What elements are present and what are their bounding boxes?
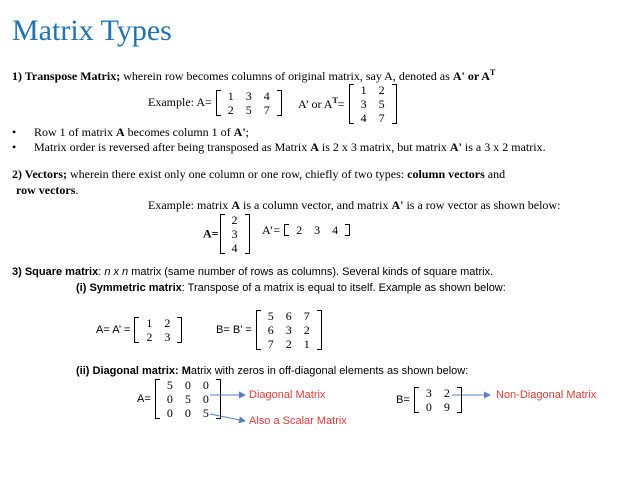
bullet-2-a: A (310, 140, 319, 154)
matrix-cell: 4 (360, 111, 367, 125)
vectors-example-a: A (231, 198, 240, 212)
vectors-example-pre: Example: matrix (148, 198, 232, 212)
transpose-heading-bold: 1) Transpose Matrix; (12, 69, 121, 83)
matrix-cell: 1 (227, 89, 234, 104)
matrix-cell: 3 (314, 223, 321, 238)
matrix-cell: 2 (231, 213, 238, 227)
square-heading-bold: 3) Square matrix (12, 266, 99, 278)
matrix-cell: 2 (285, 337, 292, 351)
matrix-cell: 7 (263, 103, 270, 118)
matrix-cell: 5 (184, 392, 191, 406)
matrix-cell: 3 (231, 227, 238, 241)
matrix-cell: 5 (267, 309, 274, 323)
matrix-cell: 6 (267, 323, 274, 337)
row-vectors-term: row vectors (16, 183, 76, 197)
diagonal-b-label: B= (396, 394, 410, 406)
matrix-cell: 4 (263, 89, 270, 104)
matrix-cell: 3 (360, 97, 367, 111)
diagonal-heading-bold: (ii) Diagonal matrix: M (76, 365, 191, 377)
matrix-cell: 2 (227, 103, 234, 118)
symmetric-b-label: B= B’ = (216, 324, 252, 336)
vectors-example-ap: A' (391, 198, 404, 212)
bullet-2-text: Matrix order is reversed after being transposed as Matrix (34, 140, 311, 154)
vectors-and: and (484, 167, 506, 181)
matrix-cell: 5 (378, 97, 385, 111)
matrix-cell: 1 (146, 316, 153, 330)
row-vector-label: A’= (262, 222, 284, 237)
arrow-scalar (210, 414, 245, 421)
matrix-cell: 2 (443, 386, 450, 400)
vectors-example-mid: is a column vector, and matrix (239, 198, 392, 212)
square-heading-italic: n x n (104, 266, 129, 278)
matrix-cell: 7 (267, 337, 274, 351)
matrix-cell: 5 (202, 406, 209, 420)
page-title: Matrix Types (12, 14, 172, 47)
square-heading-colon: : (98, 266, 105, 278)
bullet-1-a: A (116, 125, 125, 139)
matrix-cell: 5 (166, 378, 173, 392)
bullet-dot: • (12, 140, 17, 154)
diagonal-heading-text: atrix with zeros in off-diagonal elements as shown below: (190, 365, 469, 377)
symmetric-heading-text: : Transpose of a matrix is equal to itself. Example as shown below: (181, 282, 506, 294)
matrix-cell: 0 (184, 406, 191, 420)
matrix-cell: 0 (184, 378, 191, 392)
matrix-cell: 3 (164, 330, 171, 344)
column-vector-label: A= (203, 226, 219, 241)
symmetric-heading-bold: (i) Symmetric matrix (76, 282, 182, 294)
vectors-example-end: is a row vector as shown below: (403, 198, 561, 212)
matrix-cell: 2 (303, 323, 310, 337)
matrix-cell: 4 (231, 241, 238, 255)
matrix-cell: 7 (378, 111, 385, 125)
scalar-note: Also a Scalar Matrix (249, 415, 347, 427)
non-diagonal-matrix-b (413, 385, 463, 415)
bullet-2-mid: is 2 x 3 matrix, but matrix (318, 140, 450, 154)
bullet-1-end: ; (245, 125, 249, 139)
at-label-sup: T (332, 96, 338, 105)
matrix-cell: 3 (425, 386, 432, 400)
matrix-cell: 2 (378, 83, 385, 97)
diagonal-example-b (396, 385, 463, 415)
matrix-cell: 2 (296, 223, 303, 238)
matrix-cell: 0 (425, 400, 432, 414)
transpose-example-label: Example: A= (148, 95, 212, 109)
non-diagonal-note: Non-Diagonal Matrix (496, 389, 597, 401)
bullet-1-ap: A' (233, 125, 246, 139)
column-vectors-term: column vectors (407, 167, 485, 181)
diagonal-note: Diagonal Matrix (249, 389, 326, 401)
bullet-2-end: is a 3 x 2 matrix. (461, 140, 546, 154)
transpose-heading-text: wherein row becomes columns of original matrix, say A, denoted as (120, 69, 453, 83)
bullet-dot: • (12, 125, 17, 139)
matrix-cell: 0 (202, 378, 209, 392)
matrix-row (420, 386, 456, 400)
vectors-heading-bold: 2) Vectors; (12, 167, 67, 181)
matrix-cell: 1 (303, 337, 310, 351)
matrix-cell: 2 (146, 330, 153, 344)
matrix-row (420, 400, 456, 414)
matrix-cell: 3 (285, 323, 292, 337)
matrix-cell: 0 (202, 392, 209, 406)
matrix-cell: 0 (166, 406, 173, 420)
matrix-cell: 9 (443, 400, 450, 414)
matrix-cell: 4 (332, 223, 339, 238)
transpose-heading-sup: T (489, 68, 496, 77)
matrix-cell: 2 (164, 316, 171, 330)
at-label: A’ or A (298, 97, 333, 111)
matrix-cell: 0 (166, 392, 173, 406)
diagonal-a-label: A= (137, 393, 151, 405)
matrix-cell: 7 (303, 309, 310, 323)
matrix-cell: 1 (360, 83, 367, 97)
at-eq: = (337, 97, 345, 111)
bullet-2-ap: A' (449, 140, 462, 154)
matrix-cell: 3 (245, 89, 252, 104)
vectors-dot: . (75, 183, 79, 197)
bullet-1-text: Row 1 of matrix (34, 125, 116, 139)
bullet-1-mid: becomes column 1 of (124, 125, 234, 139)
matrix-cell: 5 (245, 103, 252, 118)
square-heading-text: matrix (same number of rows as columns). Several kinds of square matrix. (128, 266, 494, 278)
transpose-heading-symbol: A' or A (452, 69, 490, 83)
matrix-cell: 6 (285, 309, 292, 323)
symmetric-a-label: A= A’ = (96, 324, 131, 336)
vectors-heading-text: wherein there exist only one column or one row, chiefly of two types: (66, 167, 408, 181)
